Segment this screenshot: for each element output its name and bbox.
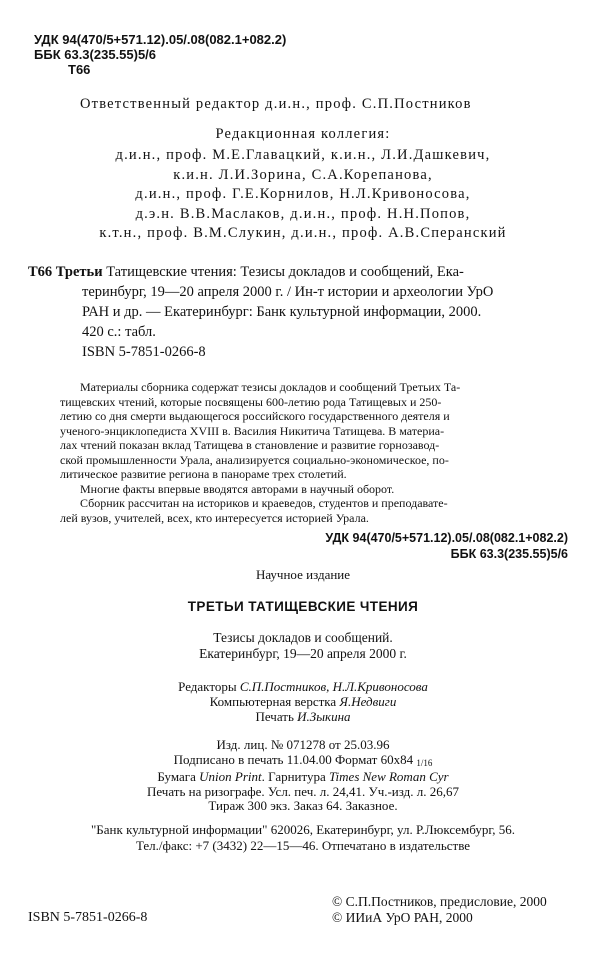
publisher-contact: Тел./факс: +7 (3432) 22—15—46. Отпечатано в издательстве <box>135 838 471 853</box>
credit-print <box>0 709 606 724</box>
annotation-line: Многие факты впервые вводятся авторами в научный оборот. <box>80 481 395 496</box>
editorial-board-line: д.и.н., проф. Г.Е.Корнилов, Н.Л.Кривоносова, <box>135 186 471 202</box>
production-credits <box>0 679 606 724</box>
footer-classification-codes <box>325 530 568 562</box>
biblio-line2: теринбург, 19—20 апреля 2000 г. / Ин-т истории и археологии УрО <box>82 284 494 300</box>
subtitle-line: Тезисы докладов и сообщений. <box>213 630 393 645</box>
credit-name: Я.Недвиги <box>339 694 397 709</box>
license-line: Изд. лиц. № 071278 от 25.03.96 <box>216 737 390 752</box>
author-mark: Т66 <box>68 62 91 77</box>
biblio-isbn: ISBN 5-7851-0266-8 <box>82 344 206 360</box>
credit-name: С.П.Постников, Н.Л.Кривоносова <box>239 679 428 694</box>
editorial-board-title: Редакционная коллегия: <box>215 126 391 142</box>
header-classification-codes <box>34 32 286 77</box>
publisher-block <box>0 822 606 854</box>
edition-type: Научное издание <box>255 567 351 582</box>
publisher-address: "Банк культурной информации" 620026, Екатеринбург, ул. Р.Люксембург, 56. <box>91 822 515 837</box>
typeface-name: Times New Roman Cyr <box>329 769 449 784</box>
isbn-bottom: ISBN 5-7851-0266-8 <box>28 910 148 925</box>
biblio-bold-word: Третьи <box>55 264 103 280</box>
credit-label: Компьютерная верстка <box>209 694 337 709</box>
annotation <box>60 380 570 525</box>
biblio-mark: Т66 <box>28 264 53 280</box>
paper-label: Бумага <box>157 769 200 784</box>
risograph-line: Печать на ризографе. Усл. печ. л. 24,41. Уч.-изд. л. 26,67 <box>146 783 460 799</box>
udk-code: УДК 94(470/5+571.12).05/.08(082.1+082.2) <box>34 32 287 47</box>
bibliographic-record <box>28 262 588 362</box>
typeface-label: . Гарнитура <box>261 769 330 784</box>
paper-name: Union Print <box>199 769 262 784</box>
editorial-board-list <box>0 146 606 244</box>
credit-editors <box>0 679 606 694</box>
bbk-code: ББК 63.3(235.55)5/6 <box>34 47 157 62</box>
biblio-line4: 420 с.: табл. <box>82 324 156 340</box>
signed-text: Подписано в печать 11.04.00 Формат 60х84 <box>173 751 417 767</box>
signed-line <box>0 753 606 771</box>
biblio-line <box>28 262 588 282</box>
book-subtitle <box>0 630 606 662</box>
credit-label: Печать <box>255 709 294 724</box>
format-fraction: 1/16 <box>416 757 433 768</box>
copyright-block <box>332 894 547 926</box>
annotation-line: Материалы сборника содержат тезисы докладов и сообщений Третьих Та- <box>80 380 461 394</box>
subtitle-line: Екатеринбург, 19—20 апреля 2000 г. <box>199 646 407 661</box>
editorial-board-line: к.и.н. Л.И.Зорина, С.А.Корепанова, <box>173 166 433 183</box>
biblio-line1: Татищевские чтения: Тезисы докладов и сообщений, Ека- <box>106 264 464 280</box>
bbk-code: ББК 63.3(235.55)5/6 <box>450 547 568 561</box>
annotation-line: тищевских чтений, которые посвящены 600-летию рода Татищевых и 250- <box>60 394 442 409</box>
annotation-line: лах чтений показан вклад Татищева в становление и развитие горнозавод- <box>60 438 440 452</box>
annotation-line: Сборник рассчитан на историков и краеведов, студентов и преподавате- <box>80 496 448 510</box>
print-run-line: Тираж 300 экз. Заказ 64. Заказное. <box>208 798 398 813</box>
imprint-block <box>0 738 606 814</box>
editorial-board-line: д.и.н., проф. М.Е.Главацкий, к.и.н., Л.И.Дашкевич, <box>115 147 491 163</box>
responsible-editor: Ответственный редактор д.и.н., проф. С.П.Постников <box>80 96 472 112</box>
credit-name: И.Зыкина <box>297 709 351 724</box>
udk-code: УДК 94(470/5+571.12).05/.08(082.1+082.2) <box>325 531 568 545</box>
credit-layout <box>0 694 606 709</box>
annotation-line: литическое развитие региона в панораме трех столетий. <box>60 467 347 481</box>
annotation-line: ской промышленности Урала, анализируется социально-экономическое, по- <box>60 452 449 467</box>
book-title: ТРЕТЬИ ТАТИЩЕВСКИЕ ЧТЕНИЯ <box>187 599 419 614</box>
annotation-line: ученого-энциклопедиста XVIII в. Василия Никитича Татищева. В материа- <box>60 423 445 438</box>
biblio-line3: РАН и др. — Екатеринбург: Банк культурной информации, 2000. <box>82 304 482 320</box>
annotation-line: лей вузов, учителей, всех, кто интересуется историей Урала. <box>60 510 369 525</box>
paper-line <box>0 770 606 785</box>
copyright-line: © ИИиА УрО РАН, 2000 <box>332 910 473 925</box>
copyright-line: © С.П.Постников, предисловие, 2000 <box>332 894 547 909</box>
editorial-board-line: д.э.н. В.В.Маслаков, д.и.н., проф. Н.Н.Попов, <box>135 205 471 222</box>
editorial-board-line: к.т.н., проф. В.М.Слукин, д.и.н., проф. А.В.Сперанский <box>99 225 507 241</box>
annotation-line: летию со дня смерти выдающегося российского государственного деятеля и <box>60 409 450 423</box>
credit-label: Редакторы <box>178 679 237 694</box>
